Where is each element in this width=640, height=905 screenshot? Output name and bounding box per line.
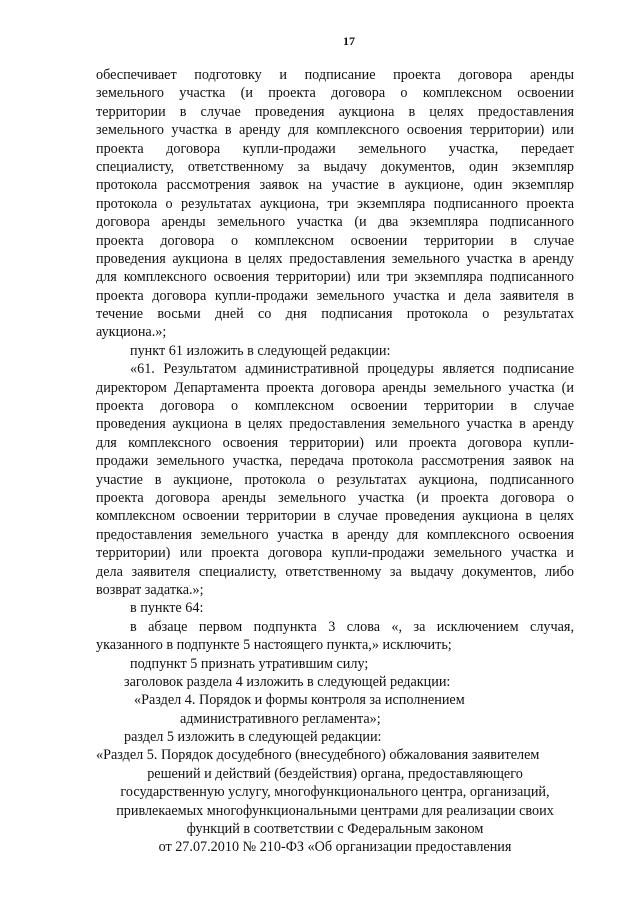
text-line: заголовок раздела 4 изложить в следующей редакции: [124, 673, 451, 690]
text-line: возврат задатка.»; [96, 581, 204, 598]
text-line: «Раздел 5. Порядок досудебного (внесудебного) обжалования заявителем [96, 747, 540, 764]
text-line: пункт 61 изложить в следующей редакции: [130, 342, 391, 359]
text-line: директором Департамента проекта договора аренды земельного участка (и [96, 379, 574, 396]
text-line: привлекаемых многофункциональными центрами для реализации своих [116, 802, 554, 819]
text-line: подпункт 5 признать утратившим силу; [130, 655, 369, 672]
text-line: проекта договора аренды земельного участка (и проекта договора о [96, 489, 574, 506]
text-line: специалисту, ответственному за выдачу документов, один экземпляр [96, 158, 574, 175]
text-line: дела заявителя специалисту, ответственному за выдачу документов, либо [96, 563, 574, 580]
text-line: проекта договора купли-продажи земельного участка, передает [96, 140, 574, 157]
text-line: проекта договора купли-продажи земельного участка и дела заявителя в [96, 287, 574, 304]
text-line: проведения аукциона в целях предоставления земельного участка в аренду [96, 416, 574, 433]
text-line: участие в аукционе, протокола о результатах аукциона, подписанного [96, 471, 574, 488]
text-line: в абзаце первом подпункта 3 слова «, за исключением случая, [130, 618, 574, 635]
text-line: функций в соответствии с Федеральным законом [186, 821, 484, 838]
text-line: течение восьми дней со дня подписания протокола о результатах [96, 306, 574, 323]
text-line: земельного участка в аренду для комплексного освоения территории) или [96, 122, 574, 139]
text-line: обеспечивает подготовку и подписание проекта договора аренды [96, 67, 574, 83]
text-line: раздел 5 изложить в следующей редакции: [124, 729, 382, 746]
text-line: аукциона.»; [96, 324, 167, 341]
text-line: территории в случае проведения аукциона в целях предоставления [96, 103, 574, 120]
text-line: проекта договора о комплексном освоении территории в случае [96, 232, 574, 249]
text-line: договора аренды земельного участка (и два экземпляра подписанного [96, 214, 574, 231]
text-line: комплексном освоении территории в случае проведения аукциона в целях [96, 508, 574, 525]
text-line: «61. Результатом административной процедуры является подписание [130, 361, 574, 378]
text-line: государственную услугу, многофункционального центра, организаций, [120, 784, 550, 801]
text-line: территории) или проекта договора купли-продажи земельного участка и [96, 545, 574, 562]
text-line: предоставления земельного участка в аренду для комплексного освоения [96, 526, 574, 543]
text-line: решений и действий (бездействия) органа, предоставляющего [147, 765, 523, 782]
text-line: указанного в подпункте 5 настоящего пункта,» исключить; [96, 637, 452, 654]
text-line: проекта договора о комплексном освоении территории в случае [96, 398, 574, 415]
document-body [96, 66, 574, 857]
text-line: административного регламента»; [180, 710, 381, 727]
text-line: от 27.07.2010 № 210-ФЗ «Об организации предоставления [158, 839, 512, 856]
text-line: протокола рассмотрения заявок на участие в аукционе, один экземпляр [96, 177, 574, 194]
text-line: проведения аукциона в целях предоставления земельного участка в аренду [96, 250, 574, 267]
text-line: в пункте 64: [130, 600, 204, 617]
text-line: протокола о результатах аукциона, три экземпляра подписанного проекта [96, 195, 574, 212]
text-line: продажи земельного участка, передача протокола рассмотрения заявок на [96, 453, 574, 470]
text-line: для комплексного освоения территории) или три экземпляра подписанного [96, 269, 574, 286]
text-line: для комплексного освоения территории) или проекта договора купли- [96, 434, 574, 451]
page-number: 17 [343, 34, 355, 48]
text-line: земельного участка (и проекта договора о комплексном освоении [96, 85, 574, 102]
text-line: «Раздел 4. Порядок и формы контроля за исполнением [134, 692, 465, 709]
